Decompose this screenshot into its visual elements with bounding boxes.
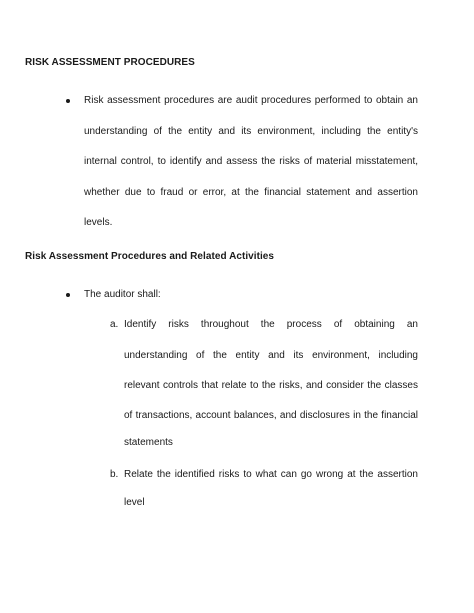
list-item-line: relevant controls that relate to the risks, and consider the classes: [124, 380, 418, 391]
paragraph-line: Risk assessment procedures are audit procedures performed to obtain an: [84, 95, 418, 106]
list-item-line: Relate the identified risks to what can go wrong at the assertion: [124, 469, 418, 480]
list-item-line: level: [124, 497, 145, 508]
list-item-line: statements: [124, 437, 173, 448]
paragraph-line: internal control, to identify and assess the risks of material misstatement,: [84, 156, 418, 167]
paragraph-line: understanding of the entity and its environment, including the entity's: [84, 126, 418, 137]
paragraph-line: whether due to fraud or error, at the financial statement and assertion: [84, 187, 418, 198]
bullet-icon: [66, 99, 70, 103]
list-marker-b: b.: [110, 469, 119, 480]
list-item-line: understanding of the entity and its environment, including: [124, 350, 418, 361]
list-item-line: Identify risks throughout the process of obtaining an: [124, 319, 418, 330]
list-marker-a: a.: [110, 319, 119, 330]
section-heading-risk-assessment: RISK ASSESSMENT PROCEDURES: [25, 57, 195, 68]
bullet-text: The auditor shall:: [84, 289, 161, 300]
section-heading-related-activities: Risk Assessment Procedures and Related Activities: [25, 251, 275, 262]
bullet-icon: [66, 293, 70, 297]
paragraph-line: levels.: [84, 217, 113, 228]
list-item-line: of transactions, account balances, and disclosures in the financial: [124, 410, 418, 421]
